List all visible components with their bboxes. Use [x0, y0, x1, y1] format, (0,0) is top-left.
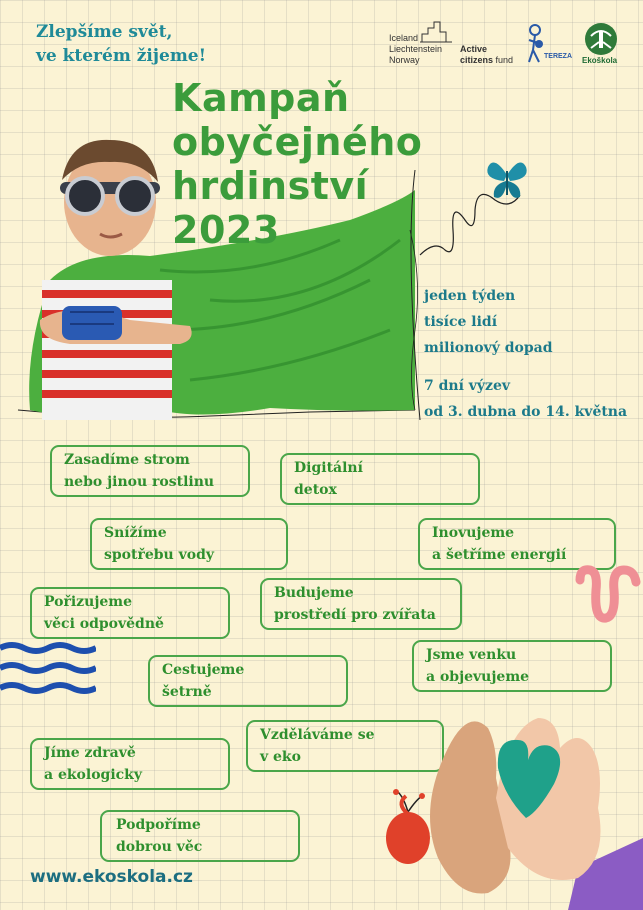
challenge-line-2: šetrně: [162, 684, 212, 700]
info-one-week: jeden týden: [424, 288, 516, 304]
challenge-line-1: Cestujeme: [162, 662, 245, 678]
fund-line-2: [460, 55, 513, 66]
challenge-line-1: Pořizujeme: [44, 594, 133, 610]
challenge-buy-responsibly: [30, 587, 230, 639]
challenge-line-2: dobrou věc: [116, 839, 203, 855]
challenge-plant-tree: [50, 445, 250, 497]
fund-citizens: citizens: [460, 55, 494, 65]
challenge-line-2: prostředí pro zvířata: [274, 607, 436, 623]
fund-line-1: Active: [460, 44, 488, 54]
challenge-line-2: věci odpovědně: [44, 616, 164, 632]
blue-waves-decoration: [0, 640, 96, 700]
challenge-line-2: a ekologicky: [44, 767, 143, 783]
challenge-line-1: Budujeme: [274, 585, 354, 601]
challenge-line-1: Jsme venku: [426, 647, 517, 663]
title-line-2: obyčejného: [172, 120, 423, 164]
donor-iceland: Iceland: [389, 33, 419, 43]
challenge-line-2: a šetříme energií: [432, 547, 567, 563]
challenge-line-1: Podpoříme: [116, 817, 201, 833]
ekoskola-logo-icon: [583, 22, 619, 56]
challenge-line-2: spotřebu vody: [104, 547, 214, 563]
tagline: [36, 20, 206, 68]
tereza-label: TEREZA: [544, 53, 572, 60]
challenge-animal-habitat: [260, 578, 462, 630]
donor-countries: [389, 33, 442, 66]
challenge-digital-detox: [280, 453, 480, 505]
challenge-line-1: Jíme zdravě: [44, 745, 136, 761]
challenge-go-outside: [412, 640, 612, 692]
challenge-line-2: nebo jinou rostlinu: [64, 474, 215, 490]
active-citizens-fund: [460, 44, 513, 66]
title-line-1: Kampaň: [172, 76, 350, 120]
challenge-line-2: a objevujeme: [426, 669, 530, 685]
donor-liechtenstein: Liechtenstein: [389, 44, 443, 54]
campaign-info-dates: [424, 373, 627, 425]
campaign-info-reach: [424, 283, 553, 361]
challenge-line-1: Zasadíme strom: [64, 452, 190, 468]
info-thousands-people: tisíce lidí: [424, 314, 498, 330]
challenge-line-1: Vzděláváme se: [260, 727, 375, 743]
info-date-range: od 3. dubna do 14. května: [424, 404, 628, 420]
website-url[interactable]: www.ekoskola.cz: [30, 867, 193, 887]
challenge-travel-sustainably: [148, 655, 348, 707]
title-line-4: 2023: [172, 208, 280, 252]
challenge-line-2: detox: [294, 482, 337, 498]
challenge-line-1: Digitální: [294, 460, 363, 476]
tagline-line-2: ve kterém žijeme!: [36, 46, 207, 66]
fund-rest: fund: [493, 55, 514, 65]
title-line-3: hrdinství: [172, 164, 369, 208]
tagline-line-1: Zlepšíme svět,: [36, 22, 173, 42]
donor-norway: Norway: [389, 55, 420, 65]
hands-heart-illustration: [378, 688, 643, 910]
challenge-line-1: Snížíme: [104, 525, 167, 541]
info-million-impact: milionový dopad: [424, 340, 553, 356]
campaign-title: [172, 76, 422, 252]
challenge-save-water: [90, 518, 288, 570]
challenge-line-1: Inovujeme: [432, 525, 515, 541]
pink-worm-decoration: [572, 560, 643, 640]
challenge-support-good-cause: [100, 810, 300, 862]
challenge-eat-healthy: [30, 738, 230, 790]
challenge-line-2: v eko: [260, 749, 301, 765]
ekoskola-label: Ekoškola: [582, 56, 618, 65]
butterfly-icon: [484, 155, 530, 205]
info-seven-days: 7 dní výzev: [424, 378, 511, 394]
